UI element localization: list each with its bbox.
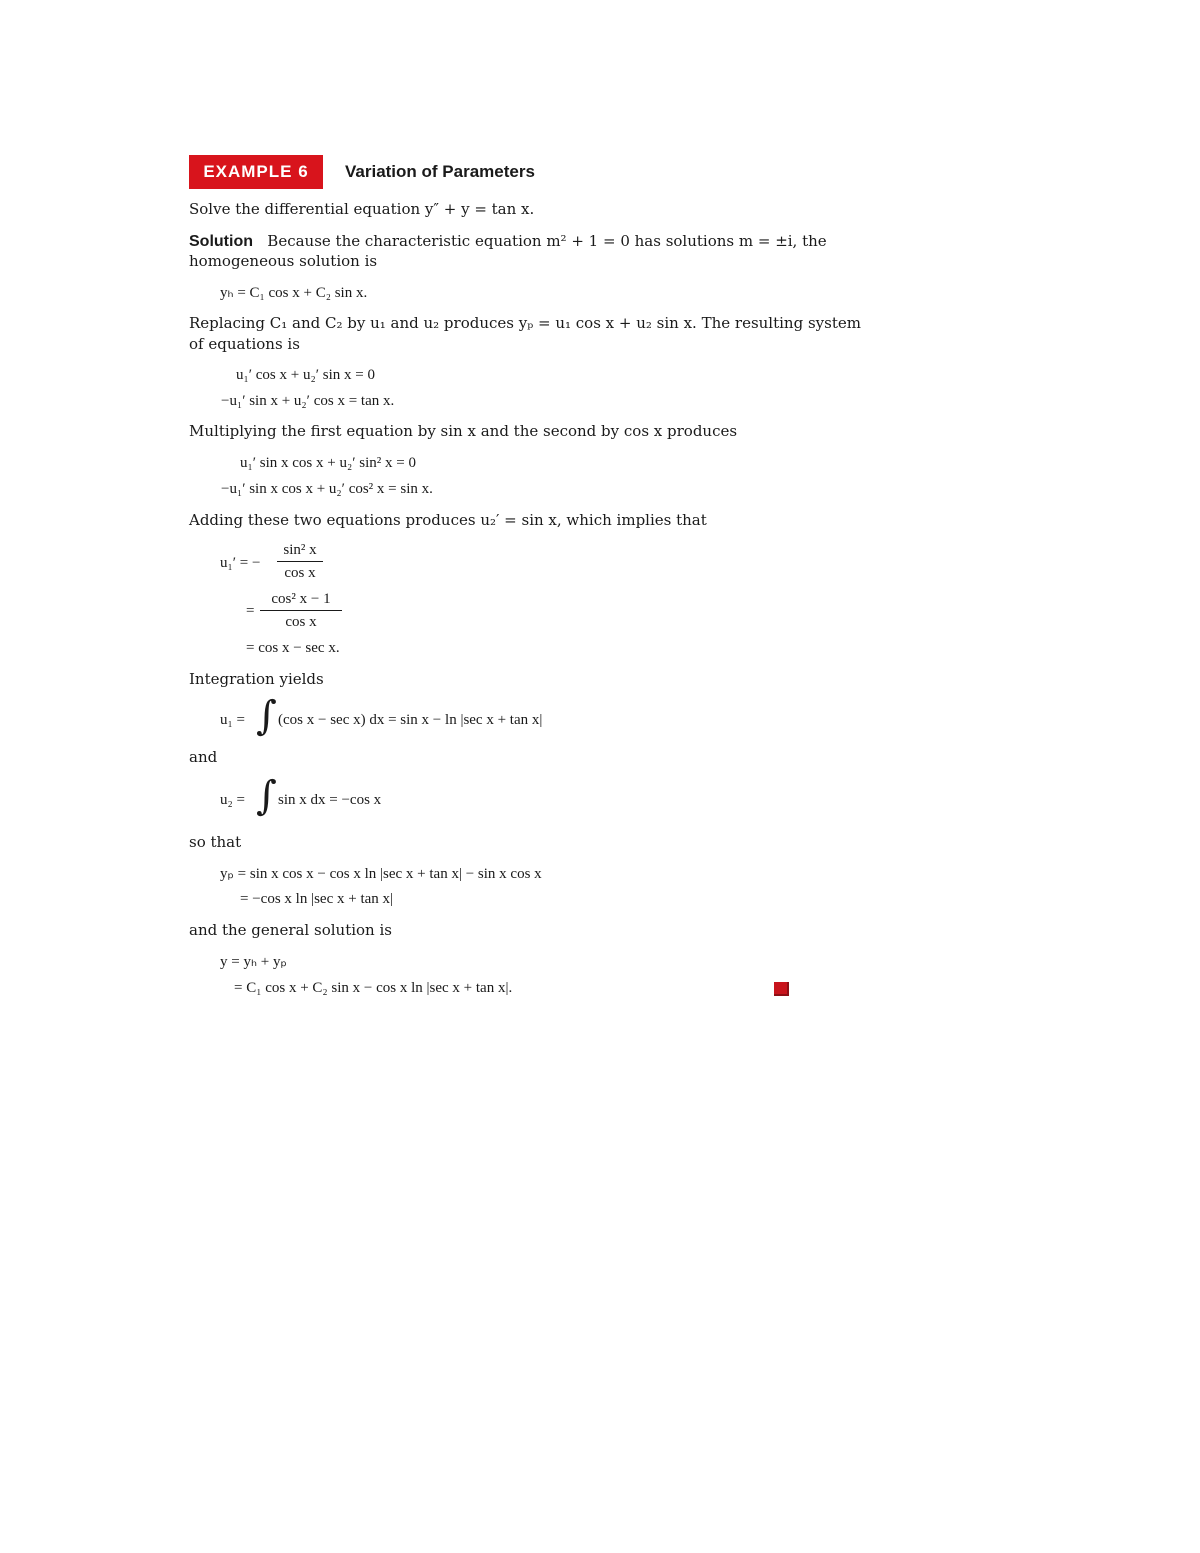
adding-text: Adding these two equations produces u₂′ = sin x, which implies that — [189, 511, 707, 529]
system2-eq2: −u₁′ sin x cos x + u₂′ cos² x = sin x. — [221, 481, 433, 497]
end-of-example-icon — [774, 982, 789, 996]
and-text: and — [189, 748, 218, 766]
u2-integral-lhs: u₂ = — [220, 792, 245, 808]
u1prime-fraction2 — [260, 590, 342, 631]
yp-line2: = −cos x ln |sec x + tan x| — [240, 891, 394, 907]
problem-statement: Solve the differential equation y″ + y = tan x. — [189, 200, 535, 218]
fraction1-numerator: sin² x — [283, 542, 317, 558]
fraction1-bar — [277, 561, 323, 562]
general-text: and the general solution is — [189, 921, 392, 939]
example-badge: EXAMPLE 6 — [189, 155, 323, 189]
system1-eq1: u₁′ cos x + u₂′ sin x = 0 — [236, 367, 375, 383]
u1-integral-lhs: u₁ = — [220, 712, 245, 728]
solution-label: Solution — [189, 233, 253, 250]
replacing-text-line1: Replacing C₁ and C₂ by u₁ and u₂ produces yₚ = u₁ cos x + u₂ sin x. The resulting system — [189, 314, 861, 332]
so-that-text: so that — [189, 833, 242, 851]
general-line1: y = yₕ + yₚ — [220, 954, 287, 970]
fraction2-bar — [260, 610, 342, 611]
eq-homogeneous: yₕ = C₁ cos x + C₂ sin x. — [220, 285, 368, 301]
integral-sign-icon: ∫ — [256, 693, 277, 739]
u1prime-line3: = cos x − sec x. — [246, 640, 340, 656]
yp-line1: yₚ = sin x cos x − cos x ln |sec x + tan x| − sin x cos x — [220, 866, 542, 882]
replacing-text-line2: of equations is — [189, 335, 300, 353]
solution-intro — [189, 231, 827, 252]
system1-eq2: −u₁′ sin x + u₂′ cos x = tan x. — [221, 393, 395, 409]
fraction1-denominator: cos x — [284, 565, 316, 581]
u1-integral-rhs: (cos x − sec x) dx = sin x − ln |sec x + tan x| — [278, 712, 543, 728]
system2-eq1: u₁′ sin x cos x + u₂′ sin² x = 0 — [240, 455, 416, 471]
general-line2: = C₁ cos x + C₂ sin x − cos x ln |sec x + tan x|. — [234, 980, 513, 996]
u1prime-eq2-sign: = — [246, 603, 255, 619]
example-title: Variation of Parameters — [345, 162, 535, 181]
fraction2-denominator: cos x — [285, 614, 317, 630]
fraction2-numerator: cos² x − 1 — [271, 591, 331, 607]
solution-intro-line2: homogeneous solution is — [189, 252, 378, 270]
u1prime-fraction1 — [277, 541, 323, 582]
solution-intro-text: Because the characteristic equation m² + 1 = 0 has solutions m = ±i, the — [267, 232, 827, 250]
multiplying-text: Multiplying the first equation by sin x and the second by cos x produces — [189, 422, 738, 440]
integral-sign-icon: ∫ — [256, 773, 277, 819]
integration-text: Integration yields — [189, 670, 324, 688]
u1prime-lhs: u₁′ = − — [220, 555, 261, 571]
u2-integral-rhs: sin x dx = −cos x — [278, 792, 382, 808]
